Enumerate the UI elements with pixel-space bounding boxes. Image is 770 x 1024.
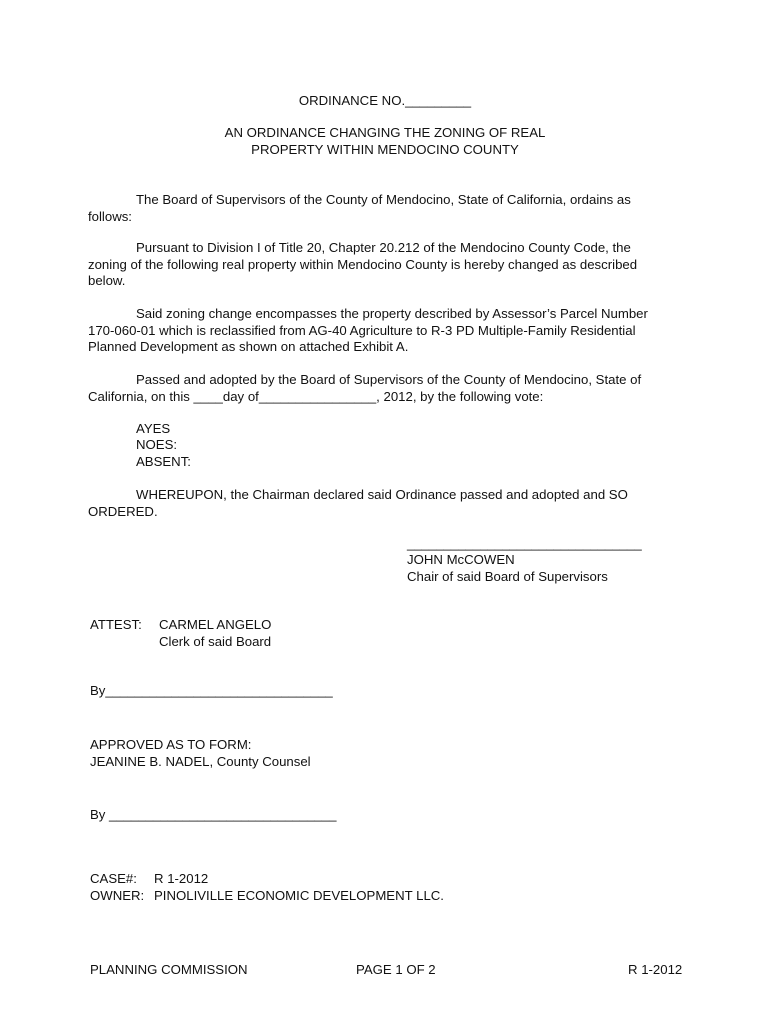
case-label: CASE#:: [90, 871, 137, 886]
vote-absent: ABSENT:: [136, 454, 191, 469]
paragraph-ordains-text: The Board of Supervisors of the County of Mendocino, State of California, ordains as follows:: [88, 192, 631, 224]
counsel-signature-line: By _______________________________: [90, 807, 337, 822]
clerk-signature-line: By_______________________________: [90, 683, 333, 698]
attest-label: ATTEST:: [90, 617, 142, 632]
paragraph-zoning-change-text: Said zoning change encompasses the property described by Assessor’s Parcel Number 170-060-01 which is reclassified from AG-40 Agriculture to R-3 PD Multiple-Family Residential Planned Development as shown on attached Exhibit A.: [88, 306, 648, 354]
chair-signature-line: ________________________________: [407, 536, 642, 551]
paragraph-zoning-change: [88, 306, 672, 356]
footer-page-number: PAGE 1 OF 2: [356, 962, 436, 977]
case-value: R 1-2012: [154, 871, 209, 886]
paragraph-passed-adopted: [88, 372, 672, 405]
paragraph-pursuant: [88, 240, 672, 290]
chair-title: Chair of said Board of Supervisors: [407, 569, 608, 584]
paragraph-pursuant-text: Pursuant to Division I of Title 20, Chapter 20.212 of the Mendocino County Code, the zoning of the following real property within Mendocino County is hereby changed as described below.: [88, 240, 638, 288]
paragraph-passed-adopted-text: Passed and adopted by the Board of Supervisors of the County of Mendocino, State of California, on this ____day of________________, 2012, by the following vote:: [88, 372, 642, 404]
attest-title: Clerk of said Board: [159, 634, 272, 649]
ordinance-title-line-1: AN ORDINANCE CHANGING THE ZONING OF REAL: [224, 125, 546, 140]
ordinance-title-line-2: PROPERTY WITHIN MENDOCINO COUNTY: [251, 142, 519, 157]
attest-name: CARMEL ANGELO: [159, 617, 272, 632]
footer-right: R 1-2012: [628, 962, 683, 977]
ordinance-number: ORDINANCE NO._________: [298, 93, 472, 108]
owner-value: PINOLIVILLE ECONOMIC DEVELOPMENT LLC.: [154, 888, 444, 903]
paragraph-whereupon: [88, 487, 672, 520]
chair-name: JOHN McCOWEN: [407, 552, 515, 567]
owner-label: OWNER:: [90, 888, 145, 903]
paragraph-whereupon-text: WHEREUPON, the Chairman declared said Ordinance passed and adopted and SO ORDERED.: [88, 487, 628, 519]
footer-left: PLANNING COMMISSION: [90, 962, 248, 977]
approved-heading: APPROVED AS TO FORM:: [90, 737, 252, 752]
vote-noes: NOES:: [136, 437, 178, 452]
approved-name: JEANINE B. NADEL, County Counsel: [90, 754, 311, 769]
vote-ayes: AYES: [136, 421, 171, 436]
paragraph-ordains: [88, 192, 672, 225]
